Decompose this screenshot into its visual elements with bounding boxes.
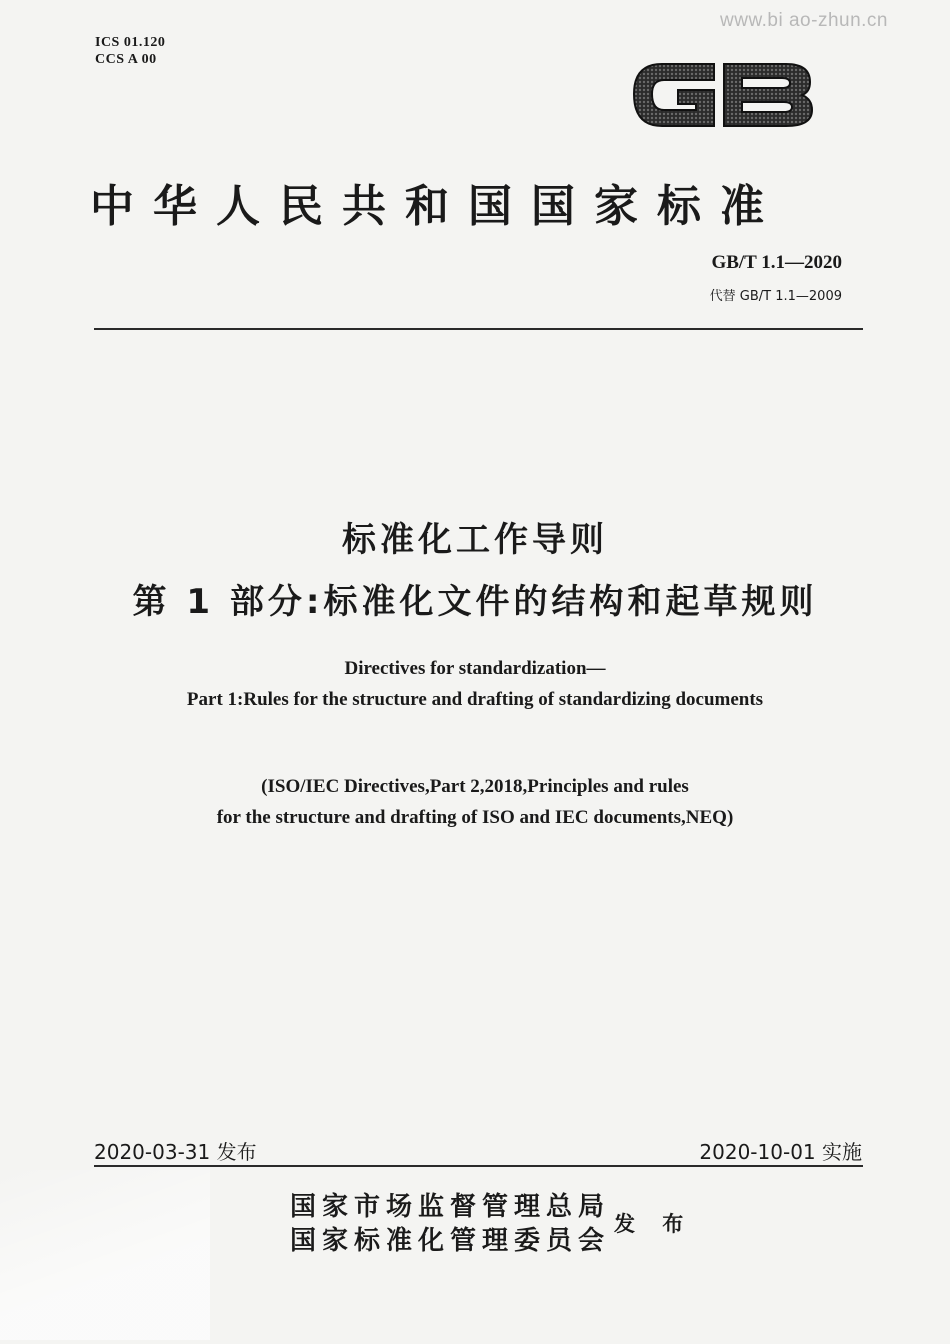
reference-line1: (ISO/IEC Directives,Part 2,2018,Principles and rules (261, 776, 689, 797)
classification-codes (95, 34, 165, 68)
replaces-standard: 代替 GB/T 1.1—2009 (709, 289, 842, 304)
national-standard-heading: 中华人民共和国国家标准 (90, 181, 783, 232)
ics-code: ICS 01.120 (95, 35, 166, 50)
implementation-date: 2020-10-01 实施 (699, 1140, 862, 1164)
footer-divider (94, 1165, 863, 1167)
page-fade (0, 1170, 210, 1340)
publishers (290, 1190, 610, 1258)
publisher-1: 国家市场监督管理总局 (290, 1192, 611, 1222)
title-cn-line1: 标准化工作导则 (342, 520, 608, 560)
header-divider (94, 328, 863, 330)
gb-logo (626, 44, 816, 144)
title-en-line2: Part 1:Rules for the structure and drafting of standardizing documents (186, 689, 764, 710)
title-cn-line2: 第 1 部分:标准化文件的结构和起草规则 (132, 582, 818, 622)
publish-label: 发 布 (614, 1211, 694, 1236)
standard-number: GB/T 1.1—2020 (711, 252, 842, 273)
reference-line2: for the structure and drafting of ISO and IEC documents,NEQ) (216, 807, 734, 828)
ccs-code: CCS A 00 (95, 52, 157, 67)
publisher-2: 国家标准化管理委员会 (290, 1226, 611, 1256)
website-watermark: www.bi ao-zhun.cn (720, 10, 888, 31)
issue-date: 2020-03-31 发布 (94, 1140, 257, 1164)
title-en-line1: Directives for standardization— (344, 658, 606, 679)
